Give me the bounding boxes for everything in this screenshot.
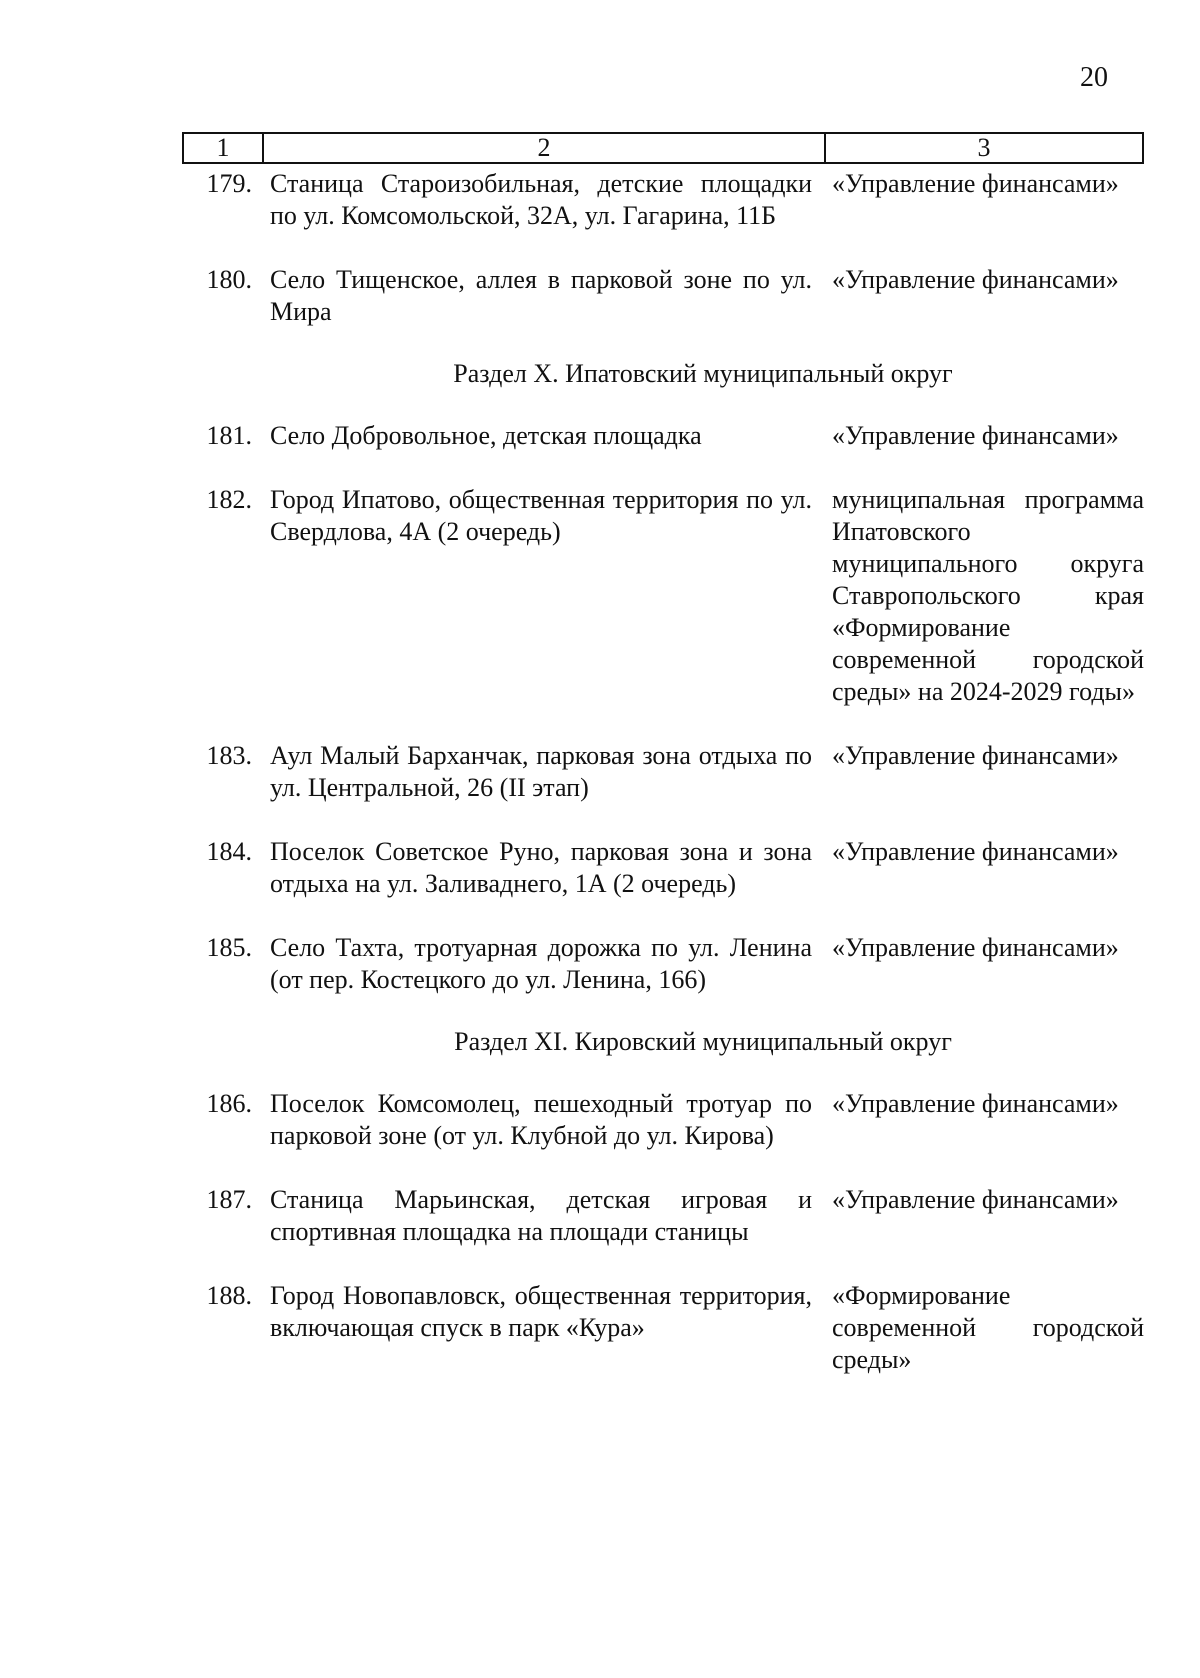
table-header-col-3: 3 bbox=[977, 133, 991, 162]
row-number: 188. bbox=[206, 1281, 252, 1310]
row-number: 184. bbox=[206, 837, 252, 866]
table-row bbox=[182, 420, 1144, 452]
table-row bbox=[182, 1184, 1144, 1248]
row-description: Город Ипатово, общественная территория по ул. Свердлова, 4А (2 очередь) bbox=[270, 485, 812, 546]
row-source: «Формирование современной городской среды» bbox=[832, 1281, 1144, 1374]
table-row bbox=[182, 1088, 1144, 1152]
row-number: 187. bbox=[206, 1185, 252, 1214]
row-source: муниципальная программа Ипатовского муниципального округа Ставропольского края «Формирование современной городской среды» на 2024-2029 годы» bbox=[832, 485, 1144, 706]
table-header-col-1: 1 bbox=[184, 134, 264, 162]
row-number: 179. bbox=[206, 169, 252, 198]
page-number: 20 bbox=[1080, 62, 1108, 93]
row-source: «Управление финансами» bbox=[832, 741, 1119, 770]
table-row bbox=[182, 740, 1144, 804]
row-source: «Управление финансами» bbox=[832, 169, 1119, 198]
row-source: «Управление финансами» bbox=[832, 837, 1119, 866]
row-description: Аул Малый Барханчак, парковая зона отдыха по ул. Центральной, 26 (II этап) bbox=[270, 741, 812, 802]
table-row bbox=[182, 1280, 1144, 1376]
table-header-row bbox=[182, 132, 1144, 164]
row-source: «Управление финансами» bbox=[832, 1185, 1119, 1214]
row-number: 183. bbox=[206, 741, 252, 770]
table-row bbox=[182, 932, 1144, 996]
row-number: 180. bbox=[206, 265, 252, 294]
row-number: 182. bbox=[206, 485, 252, 514]
row-number: 181. bbox=[206, 421, 252, 450]
table-row bbox=[182, 264, 1144, 328]
table-row bbox=[182, 168, 1144, 232]
row-source: «Управление финансами» bbox=[832, 265, 1119, 294]
table-body bbox=[182, 168, 1144, 1376]
row-description: Станица Марьинская, детская игровая и спортивная площадка на площади станицы bbox=[270, 1185, 812, 1246]
row-description: Город Новопавловск, общественная территория, включающая спуск в парк «Кура» bbox=[270, 1281, 812, 1342]
section-heading-xi: Раздел XI. Кировский муниципальный округ bbox=[454, 1027, 952, 1056]
row-number: 185. bbox=[206, 933, 252, 962]
row-description: Село Добровольное, детская площадка bbox=[270, 421, 702, 450]
row-description: Село Тахта, тротуарная дорожка по ул. Ленина (от пер. Костецкого до ул. Ленина, 166) bbox=[270, 933, 812, 994]
row-number: 186. bbox=[206, 1089, 252, 1118]
row-description: Поселок Комсомолец, пешеходный тротуар по парковой зоне (от ул. Клубной до ул. Кирова) bbox=[270, 1089, 812, 1150]
row-description: Поселок Советское Руно, парковая зона и зона отдыха на ул. Заливаднего, 1А (2 очередь) bbox=[270, 837, 812, 898]
row-source: «Управление финансами» bbox=[832, 421, 1119, 450]
row-source: «Управление финансами» bbox=[832, 1089, 1119, 1118]
row-description: Станица Староизобильная, детские площадки по ул. Комсомольской, 32А, ул. Гагарина, 11Б bbox=[270, 169, 812, 230]
table-row bbox=[182, 836, 1144, 900]
table-row bbox=[182, 484, 1144, 708]
table-header-col-2: 2 bbox=[264, 134, 826, 162]
row-description: Село Тищенское, аллея в парковой зоне по ул. Мира bbox=[270, 265, 812, 326]
row-source: «Управление финансами» bbox=[832, 933, 1119, 962]
section-heading-x: Раздел X. Ипатовский муниципальный округ bbox=[453, 359, 953, 388]
